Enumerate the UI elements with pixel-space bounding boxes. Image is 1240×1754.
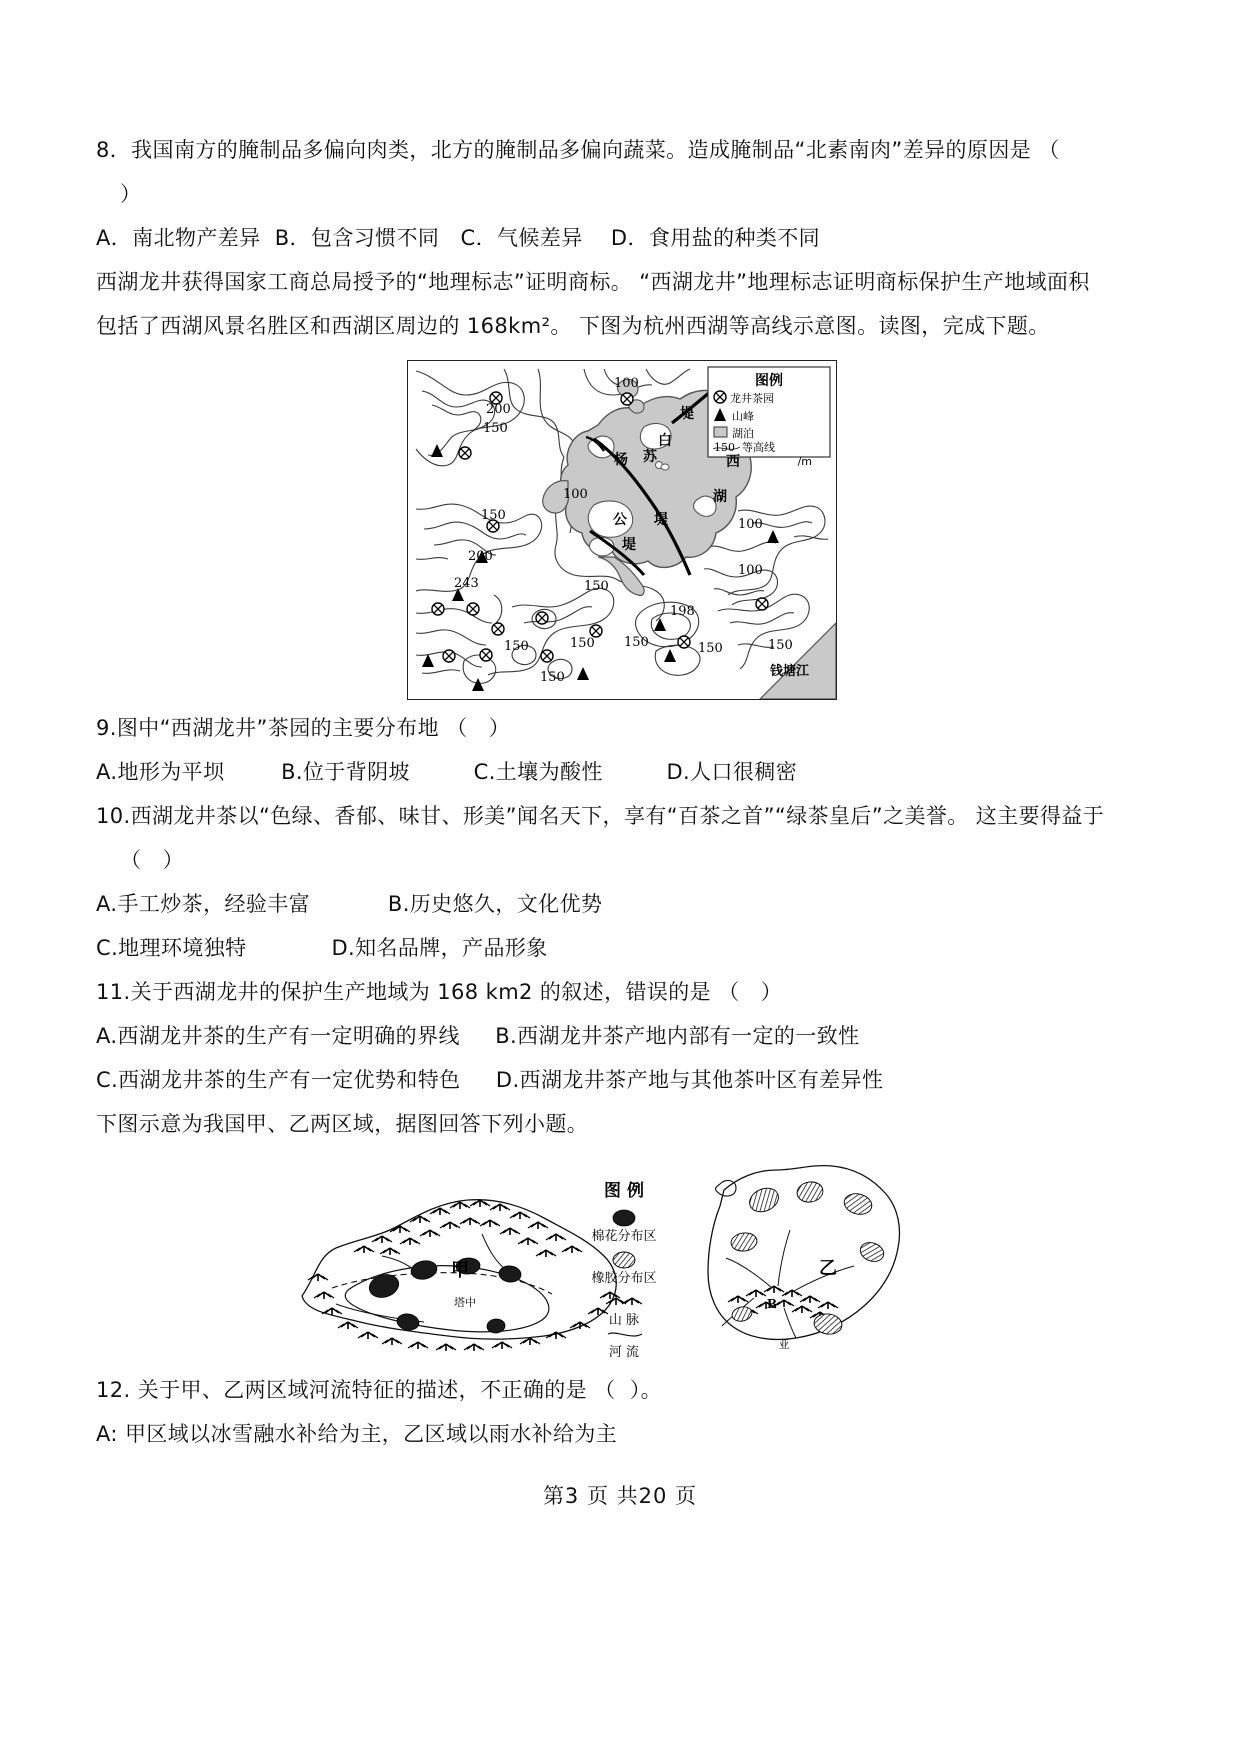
figure-2-legend-item-mountain: 山 脉 [608, 1313, 640, 1328]
question-8-stem-line-2: ） [120, 182, 142, 206]
yi-point-b-label: B [766, 1297, 778, 1311]
figure-2-legend-item-cotton: 棉花分布区 [591, 1229, 657, 1244]
figure-2-svg [272, 1156, 972, 1364]
question-12-options-line-1: A: 甲区域以冰雪融水补给为主，乙区域以雨水补给为主 [96, 1422, 618, 1446]
question-10-stem-line-1: 10.西湖龙井茶以“色绿、香郁、味甘、形美”闻名天下，享有“百茶之首”“绿茶皇后”之美誉。 这主要得益于 [96, 804, 1105, 828]
svg-text:150: 150 [481, 508, 506, 523]
passage-2-line-1: 下图示意为我国甲、乙两区域，据图回答下列小题。 [96, 1112, 589, 1136]
svg-text:堤: 堤 [680, 406, 694, 422]
figure-2-legend-title: 图 例 [604, 1181, 644, 1201]
svg-text:苏: 苏 [643, 449, 657, 465]
svg-text:堤: 堤 [622, 537, 636, 553]
figure-2-legend-item-river: 河 流 [608, 1345, 640, 1360]
svg-text:150: 150 [624, 635, 649, 650]
svg-text:100: 100 [614, 376, 639, 391]
question-10-options-line-1: A.手工炒茶，经验丰富 B.历史悠久，文化优势 [96, 892, 603, 916]
legend-contour-value: 150 [714, 441, 735, 454]
legend-rubber-swatch [613, 1252, 635, 1268]
yi-sanya-label: 亚 [778, 1338, 790, 1351]
legend-item-lake: 湖泊 [732, 427, 754, 440]
figure-2-jia-yi-regions-map [272, 1156, 972, 1364]
svg-text:243: 243 [454, 576, 479, 591]
svg-text:150: 150 [483, 421, 508, 436]
svg-text:西: 西 [726, 454, 740, 470]
svg-text:杨: 杨 [614, 452, 628, 468]
legend-item-peak: 山峰 [732, 410, 754, 423]
figure-1-svg [408, 361, 836, 699]
question-9-options: A.地形为平坝 B.位于背阴坡 C.土壤为酸性 D.人口很稠密 [96, 760, 798, 784]
figure-1-wrapper [96, 360, 1148, 700]
legend-item-contour: 等高线 [742, 441, 775, 454]
page-footer: 第3 页 共20 页 [542, 1484, 698, 1508]
question-8-stem-line-1: 8．我国南方的腌制品多偏向肉类，北方的腌制品多偏向蔬菜。造成腌制品“北素南肉”差异的原因是 （ [96, 138, 1060, 162]
question-10-stem-line-2: （ ） [120, 848, 185, 872]
legend-cotton-swatch [613, 1210, 635, 1226]
legend-item-tea-garden: 龙井茶园 [730, 392, 774, 405]
figure-1-legend [708, 367, 830, 468]
question-9-stem: 9.图中“西湖龙井”茶园的主要分布地 （ ） [96, 716, 511, 740]
question-8-options: A．南北物产差异 B．包含习惯不同 C．气候差异 D．食用盐的种类不同 [96, 226, 821, 250]
question-11-stem: 11.关于西湖龙井的保护生产地域为 168 km2 的叙述，错误的是 （ ） [96, 980, 783, 1004]
svg-text:150: 150 [504, 639, 529, 654]
svg-text:湖: 湖 [713, 489, 727, 505]
svg-text:150: 150 [768, 638, 793, 653]
figure-1-westlake-contour-map [407, 360, 837, 700]
svg-text:150: 150 [540, 670, 565, 685]
yi-region-label: 乙 [819, 1258, 837, 1279]
svg-text:钱塘江: 钱塘江 [770, 664, 810, 679]
question-10-options-line-2: C.地理环境独特 D.知名品牌，产品形象 [96, 936, 548, 960]
svg-text:200: 200 [468, 549, 493, 564]
figure-2-wrapper [96, 1156, 1148, 1364]
page-content [96, 128, 1148, 1456]
jia-region-label: 甲 [451, 1260, 469, 1281]
svg-text:200: 200 [486, 402, 511, 417]
svg-text:150: 150 [570, 636, 595, 651]
passage-1-line-1: 西湖龙井获得国家工商总局授予的“地理标志”证明商标。 “西湖龙井”地理标志证明商标保护生产地域面积 [96, 270, 1090, 294]
legend-contour-unit: /m [797, 455, 812, 468]
question-12-stem: 12. 关于甲、乙两区域河流特征的描述，不正确的是 （ ）。 [96, 1378, 662, 1402]
svg-text:公: 公 [613, 512, 627, 528]
svg-text:150: 150 [698, 641, 723, 656]
svg-text:150: 150 [584, 579, 609, 594]
svg-text:白: 白 [658, 433, 672, 449]
svg-text:100: 100 [738, 517, 763, 532]
passage-1-line-2: 包括了西湖风景名胜区和西湖区周边的 168km²。 下图为杭州西湖等高线示意图。读图，完成下题。 [96, 314, 1050, 338]
question-11-options-line-1: A.西湖龙井茶的生产有一定明确的界线 B.西湖龙井茶产地内部有一定的一致性 [96, 1024, 860, 1048]
legend-title: 图例 [755, 373, 783, 389]
question-11-options-line-2: C.西湖龙井茶的生产有一定优势和特色 D.西湖龙井茶产地与其他茶叶区有差异性 [96, 1068, 884, 1092]
svg-text:100: 100 [738, 563, 763, 578]
svg-text:100: 100 [563, 487, 588, 502]
jia-tazhong-label: 塔中 [454, 1296, 476, 1309]
figure-2-legend-item-rubber: 橡胶分布区 [591, 1271, 657, 1286]
svg-text:198: 198 [670, 604, 695, 619]
svg-text:堤: 堤 [654, 512, 668, 528]
